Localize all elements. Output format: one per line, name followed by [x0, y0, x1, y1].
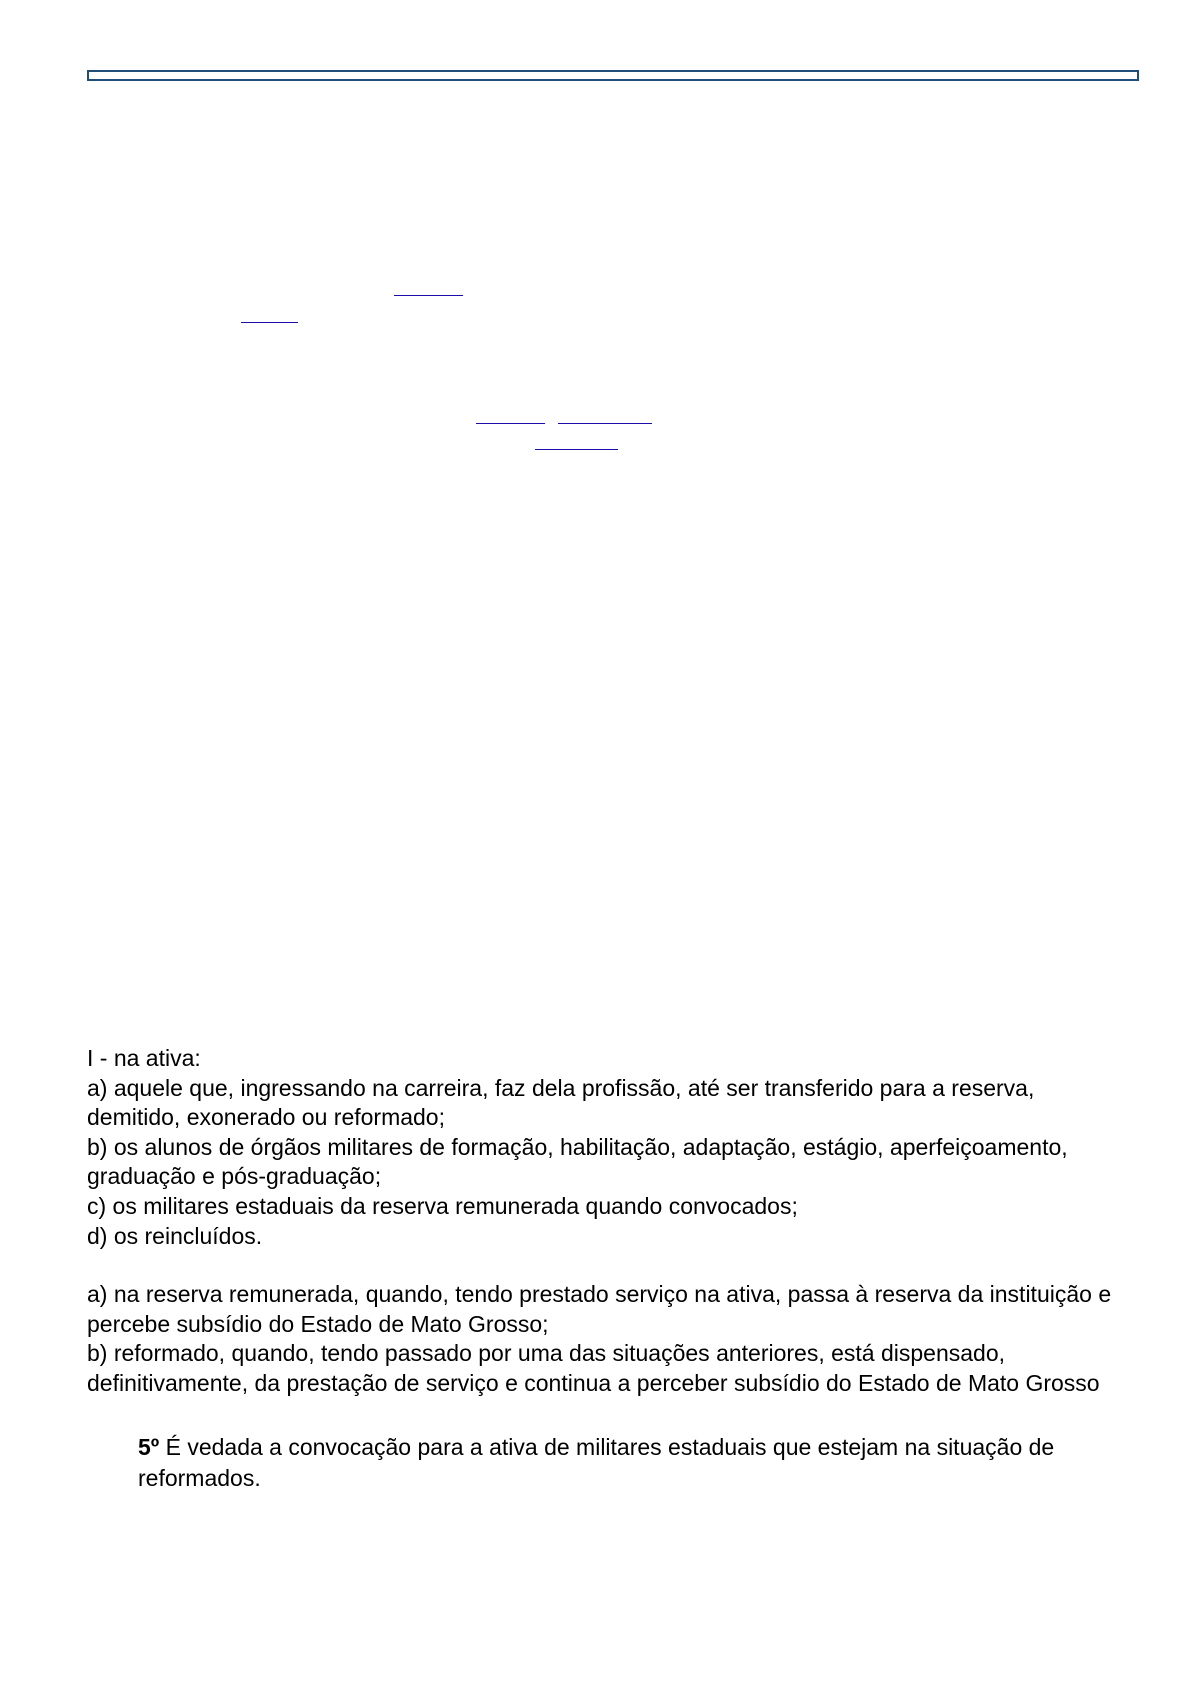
ativa-item-b: b) os alunos de órgãos militares de formação, habilitação, adaptação, estágio, aperfeiçoamento, graduação e pós-graduação;: [87, 1133, 1068, 1190]
link-underline-1[interactable]: [394, 295, 463, 297]
link-underline-3[interactable]: [476, 423, 545, 425]
link-underline-5[interactable]: [535, 449, 618, 451]
ativa-heading: I - na ativa:: [87, 1045, 201, 1071]
link-underline-4[interactable]: [558, 423, 652, 425]
paragraph-5-text: É vedada a convocação para a ativa de militares estaduais que estejam na situação de reformados.: [138, 1433, 1055, 1491]
ativa-item-a: a) aquele que, ingressando na carreira, faz dela profissão, até ser transferido para a reserva, demitido, exonerado ou reformado;: [87, 1074, 1035, 1131]
ativa-item-d: d) os reincluídos.: [87, 1222, 263, 1249]
document-body: [87, 1044, 1127, 1494]
ativa-item-c: c) os militares estaduais da reserva remunerada quando convocados;: [87, 1192, 798, 1219]
spacer: [87, 1399, 1127, 1432]
paragraph-5: [87, 1432, 1127, 1494]
paragraph-5-number: 5º: [138, 1433, 160, 1460]
inativa-item-b: b) reformado, quando, tendo passado por uma das situações anteriores, está dispensado, definitivamente, da prestação de serviço e continua a perceber subsídio do Estado de Mato Grosso: [87, 1340, 1100, 1396]
inativa-item-a: a) na reserva remunerada, quando, tendo prestado serviço na ativa, passa à reserva da instituição e percebe subsídio do Estado de Mato Grosso;: [87, 1281, 1112, 1337]
spacer: [87, 1251, 1127, 1280]
link-underline-2[interactable]: [241, 322, 298, 324]
header-frame: [87, 70, 1139, 81]
